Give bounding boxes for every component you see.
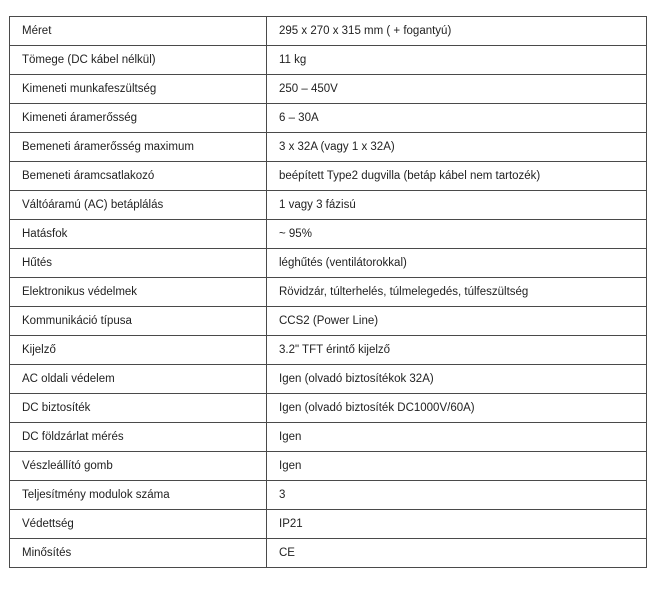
table-row — [10, 75, 647, 104]
spec-label: Kimeneti munkafeszültség — [10, 75, 267, 104]
spec-label: Váltóáramú (AC) betáplálás — [10, 191, 267, 220]
spec-label: Kijelző — [10, 336, 267, 365]
table-row — [10, 394, 647, 423]
table-row — [10, 365, 647, 394]
spec-value: Igen (olvadó biztosítékok 32A) — [267, 365, 647, 394]
table-row — [10, 510, 647, 539]
spec-value: Igen — [267, 452, 647, 481]
spec-label: AC oldali védelem — [10, 365, 267, 394]
spec-label: Kommunikáció típusa — [10, 307, 267, 336]
table-row — [10, 162, 647, 191]
spec-label: Tömege (DC kábel nélkül) — [10, 46, 267, 75]
table-row — [10, 336, 647, 365]
spec-label: Minősítés — [10, 539, 267, 568]
spec-value: 1 vagy 3 fázisú — [267, 191, 647, 220]
spec-label: Bemeneti áramcsatlakozó — [10, 162, 267, 191]
table-row — [10, 133, 647, 162]
table-row — [10, 46, 647, 75]
spec-value: 11 kg — [267, 46, 647, 75]
table-row — [10, 423, 647, 452]
spec-value: Rövidzár, túlterhelés, túlmelegedés, túlfeszültség — [267, 278, 647, 307]
spec-value: Igen — [267, 423, 647, 452]
table-row — [10, 481, 647, 510]
table-row — [10, 249, 647, 278]
spec-label: Védettség — [10, 510, 267, 539]
spec-label: Hatásfok — [10, 220, 267, 249]
spec-value: 295 x 270 x 315 mm ( + fogantyú) — [267, 17, 647, 46]
spec-label: Méret — [10, 17, 267, 46]
spec-value: Igen (olvadó biztosíték DC1000V/60A) — [267, 394, 647, 423]
spec-label: Hűtés — [10, 249, 267, 278]
spec-value: ~ 95% — [267, 220, 647, 249]
spec-value: 3.2" TFT érintő kijelző — [267, 336, 647, 365]
table-row — [10, 539, 647, 568]
spec-label: Vészleállító gomb — [10, 452, 267, 481]
spec-value: 6 – 30A — [267, 104, 647, 133]
table-row — [10, 278, 647, 307]
spec-value: CE — [267, 539, 647, 568]
table-row — [10, 220, 647, 249]
spec-label: Elektronikus védelmek — [10, 278, 267, 307]
table-row — [10, 307, 647, 336]
spec-label: DC biztosíték — [10, 394, 267, 423]
spec-value: 3 x 32A (vagy 1 x 32A) — [267, 133, 647, 162]
spec-label: Bemeneti áramerősség maximum — [10, 133, 267, 162]
spec-table — [9, 16, 647, 568]
table-row — [10, 191, 647, 220]
table-row — [10, 452, 647, 481]
spec-label: Teljesítmény modulok száma — [10, 481, 267, 510]
table-row — [10, 17, 647, 46]
spec-value: léghűtés (ventilátorokkal) — [267, 249, 647, 278]
spec-table-body — [10, 17, 647, 568]
spec-value: 3 — [267, 481, 647, 510]
spec-label: DC földzárlat mérés — [10, 423, 267, 452]
spec-value: beépített Type2 dugvilla (betáp kábel nem tartozék) — [267, 162, 647, 191]
spec-value: CCS2 (Power Line) — [267, 307, 647, 336]
spec-label: Kimeneti áramerősség — [10, 104, 267, 133]
spec-value: IP21 — [267, 510, 647, 539]
table-row — [10, 104, 647, 133]
spec-value: 250 – 450V — [267, 75, 647, 104]
